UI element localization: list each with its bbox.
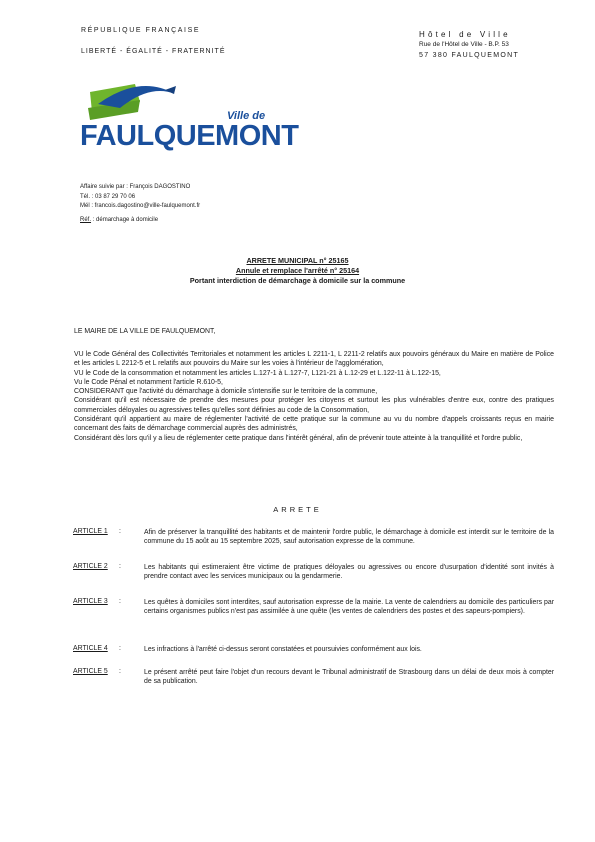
article-colon: : xyxy=(119,668,121,675)
article-colon: : xyxy=(119,563,121,570)
contact-email: Mél : francois.dagostino@ville-faulquemont.fr xyxy=(80,203,201,209)
article-text: Les habitants qui estimeraient être victime de pratiques déloyales ou agressives ou encore d'usurpation d'identité sont invités à prendre contact avec les services municipaux ou la gendarmerie. xyxy=(144,564,554,581)
considerant-intensification: CONSIDERANT que l'activité du démarchage à domicile s'intensifie sur le territoire de la commune, xyxy=(74,388,378,396)
header-devise: LIBERTÉ - ÉGALITÉ - FRATERNITÉ xyxy=(81,48,226,55)
article-colon: : xyxy=(119,598,121,605)
considerant-protection: Considérant qu'il est nécessaire de prendre des mesures pour protéger les citoyens et surtout les plus vulnérables d'entre eux, contre des pratiques commerciales déloyales ou agressives telles qu'elles sont définies au code de la Consommation, xyxy=(74,397,554,414)
hotel-de-ville-label: Hôtel de Ville xyxy=(419,30,511,39)
article-label: ARTICLE 2 xyxy=(73,563,108,570)
contact-reference xyxy=(80,216,330,226)
vu-code-consommation: VU le Code de la consommation et notamment les articles L.127-1 à L.127-7, L121-21 à L.12-29 et L.122-11 à L.122-15, xyxy=(74,369,441,377)
header-city: 57 380 FAULQUEMONT xyxy=(419,52,520,59)
considerants xyxy=(74,350,554,443)
decree-number: ARRETE MUNICIPAL n° 25165 xyxy=(246,256,349,265)
logo-ville-de: Ville de xyxy=(227,110,266,122)
logo-faulquemont: FAULQUEMONT xyxy=(80,120,299,152)
reference-value: : démarchage à domicile xyxy=(92,216,159,223)
contact-followed-by: Affaire suivie par : François DAGOSTINO xyxy=(80,184,191,190)
article-label: ARTICLE 3 xyxy=(73,598,108,605)
vu-cgct: VU le Code Général des Collectivités Territoriales et notamment les articles L 2211-1, L 2211-2 relatifs aux pouvoirs généraux du Maire en matière de Police et les articles L 2212-5 et L relatifs aux pouvoirs du Maire sur les voies à l'intérieur de l'agglomération, xyxy=(74,351,554,368)
article-colon: : xyxy=(119,528,121,535)
considerant-ordre-public: Considérant dès lors qu'il y a lieu de réglementer cette pratique dans l'intérêt général, afin de prévenir toute atteinte à la tranquillité et l'ordre public, xyxy=(74,434,523,442)
article-label: ARTICLE 5 xyxy=(73,668,108,675)
mayor-intro: LE MAIRE DE LA VILLE DE FAULQUEMONT, xyxy=(74,328,216,335)
article-text: Les quêtes à domiciles sont interdites, sauf autorisation expresse de la mairie. La vente de calendriers au domicile des particuliers par certains organismes publics n'est pas assimilée à une quête (les ventes de calendriers des postes et des sapeurs-pompiers). xyxy=(144,599,554,616)
city-logo xyxy=(80,82,299,162)
article-colon: : xyxy=(119,645,121,652)
article-text: Afin de préserver la tranquillité des habitants et de maintenir l'ordre public, le démarchage à domicile est interdit sur le territoire de la commune du 15 août au 15 septembre 2025, sauf autorisation expresse de la commune. xyxy=(144,529,554,546)
decree-subject: Portant interdiction de démarchage à domicile sur la commune xyxy=(189,276,406,285)
arrete-heading: ARRETE xyxy=(273,505,322,514)
header-address: Rue de l'Hôtel de Ville - B.P. 53 xyxy=(419,41,509,48)
header-hotel-de-ville xyxy=(419,30,511,39)
reference-label: Réf. xyxy=(80,216,92,223)
contact-phone: Tél. : 03 87 29 70 06 xyxy=(80,193,136,200)
considerant-reglementation: Considérant qu'il appartient au maire de réglementer l'activité de cette pratique sur la commune au vu du nombre d'appels croissants reçus en mairie concernant des faits de démarchage commercial auprès des administrés, xyxy=(74,416,554,433)
article-label: ARTICLE 1 xyxy=(73,528,108,535)
header-republique: RÉPUBLIQUE FRANÇAISE xyxy=(81,27,201,34)
article-label: ARTICLE 4 xyxy=(73,645,108,652)
vu-code-penal: Vu le Code Pénal et notamment l'article R.610-5, xyxy=(74,378,223,386)
decree-replaces: Annule et remplace l'arrêté n° 25164 xyxy=(235,266,360,275)
article-text: Le présent arrêté peut faire l'objet d'un recours devant le Tribunal administratif de Strasbourg dans un délai de deux mois à compter de sa publication. xyxy=(144,669,554,686)
article-text: Les infractions à l'arrêté ci-dessus seront constatées et poursuivies conformément aux lois. xyxy=(144,646,422,653)
contact-block xyxy=(80,183,330,225)
decree-title-block xyxy=(0,256,595,286)
